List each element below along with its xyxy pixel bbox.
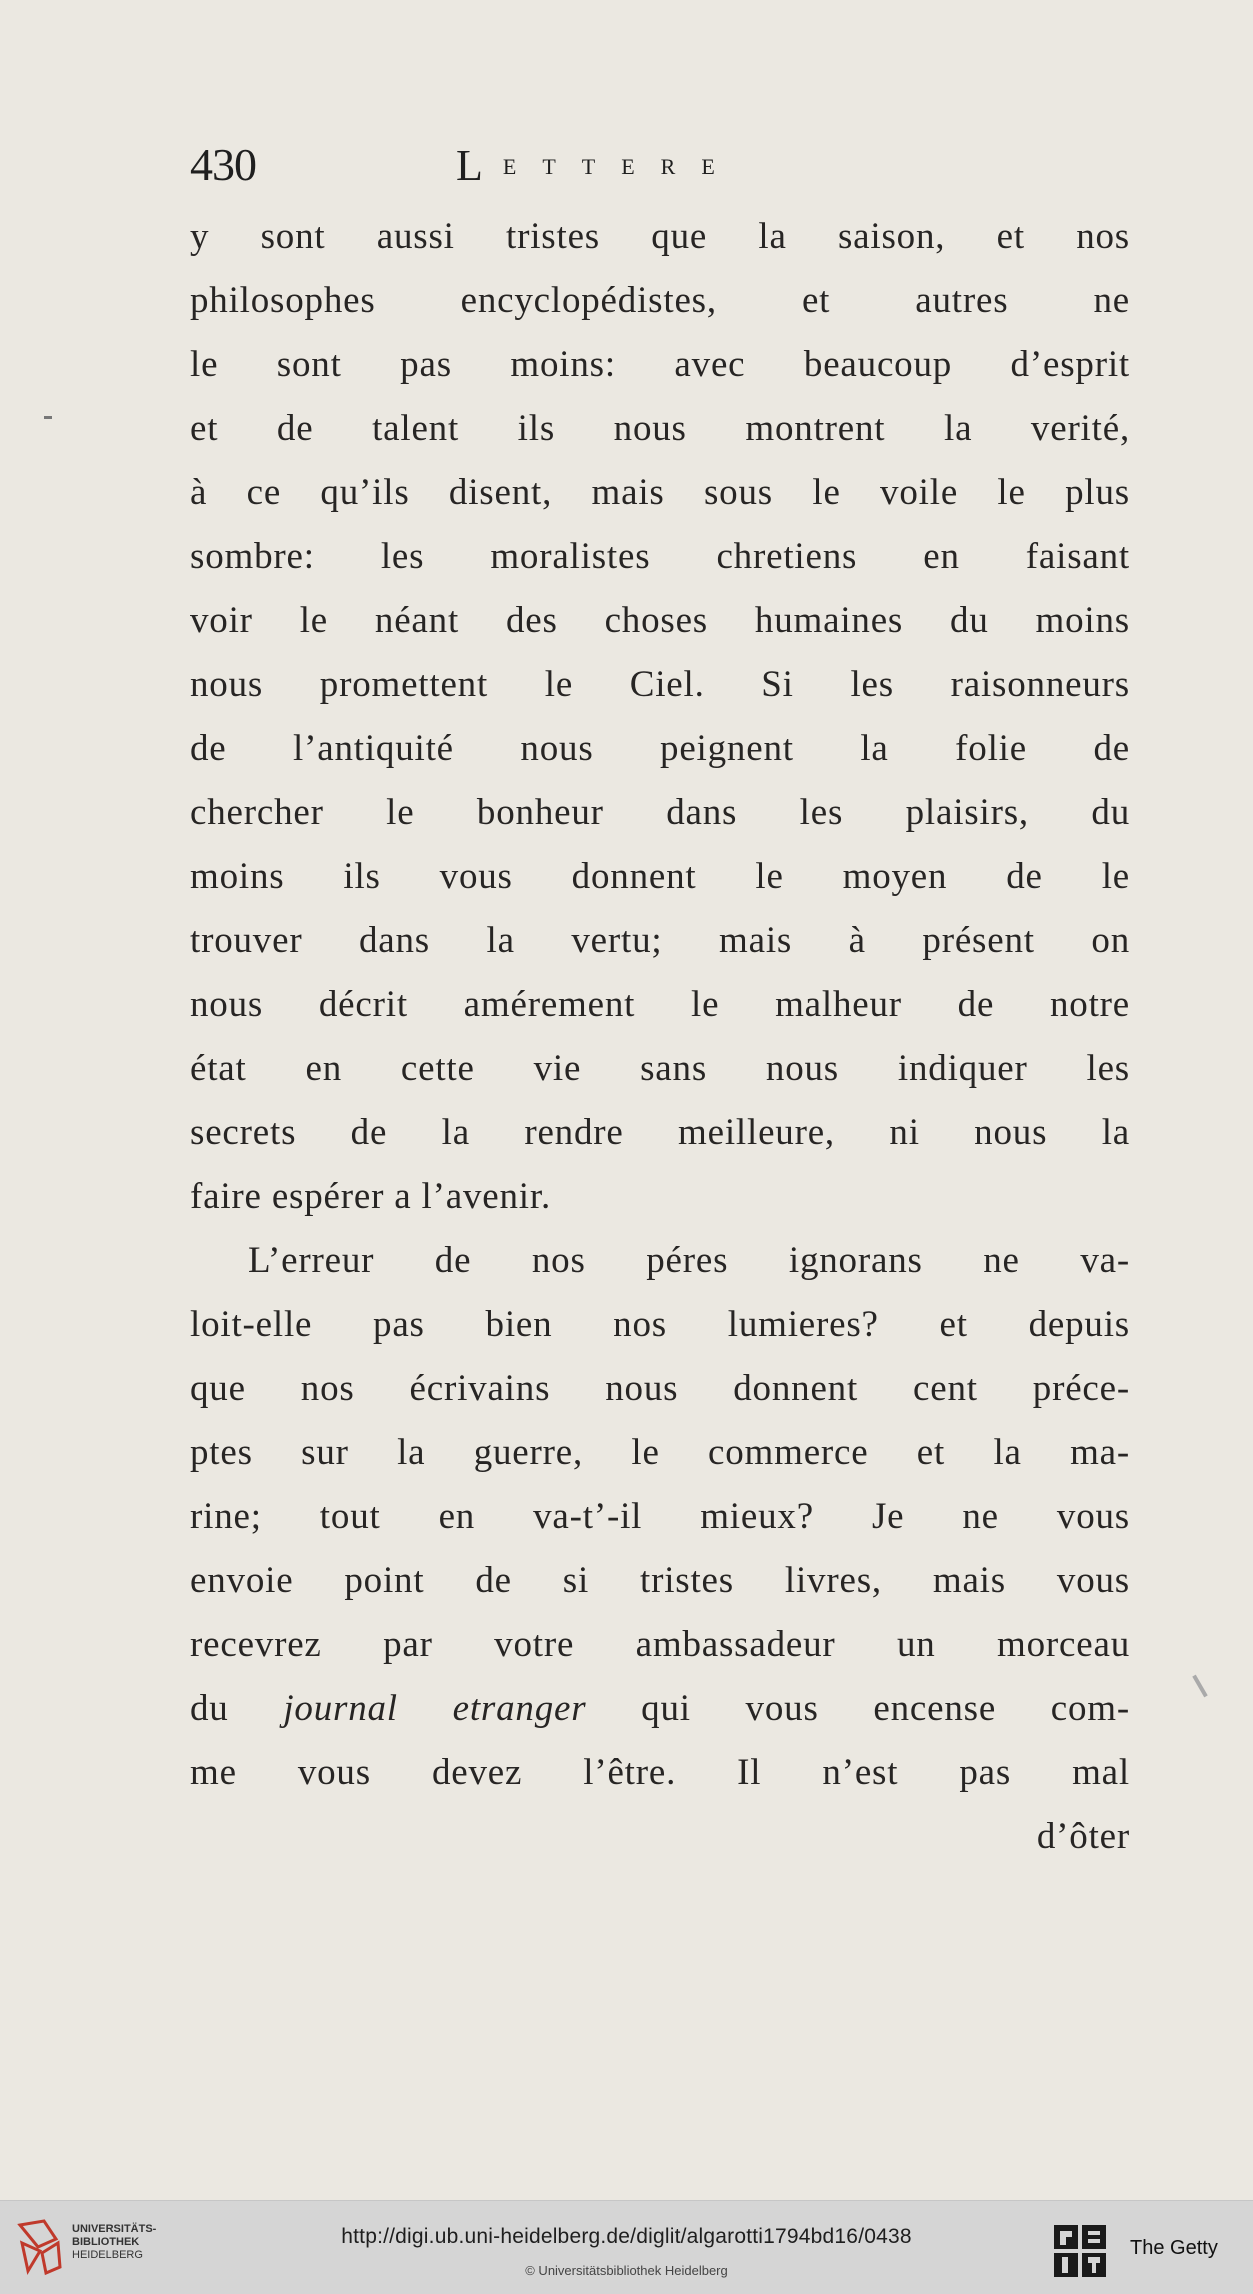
text-line: chercher le bonheur dans les plaisirs, du [190, 792, 1130, 833]
journal-title: journal etranger [283, 1688, 587, 1729]
permalink-url[interactable]: http://digi.ub.uni-heidelberg.de/diglit/algarotti1794bd16/0438 [341, 2225, 912, 2248]
getty-label: The Getty [1130, 2237, 1218, 2259]
institution-line: UNIVERSITÄTS- [72, 2223, 157, 2235]
text-line: envoie point de si tristes livres, mais vous [190, 1560, 1130, 1601]
text-line: voir le néant des choses humaines du moins [190, 600, 1130, 641]
paragraph-start-line: L’erreur de nos péres ignorans ne va- [248, 1240, 1130, 1281]
running-head [456, 140, 741, 191]
body-text [190, 205, 1130, 1869]
text-line-with-italic [190, 1677, 1130, 1741]
text-line: état en cette vie sans nous indiquer les [190, 1048, 1130, 1089]
text-line: faire espérer a l’avenir. [190, 1176, 552, 1217]
text-line: y sont aussi tristes que la saison, et nos [190, 216, 1130, 257]
margin-mark-right [1192, 1675, 1207, 1698]
margin-mark [44, 416, 52, 419]
running-head-initial: L [456, 141, 483, 190]
text-line: me vous devez l’être. Il n’est pas mal [190, 1752, 1130, 1793]
running-head-rest: ETTERE [502, 154, 741, 179]
institution-line: BIBLIOTHEK [72, 2236, 140, 2248]
line-24-after: qui vous encense com- [641, 1688, 1130, 1729]
text-line: que nos écrivains nous donnent cent préce- [190, 1368, 1130, 1409]
text-line: le sont pas moins: avec beaucoup d’esprit [190, 344, 1130, 385]
text-line: de l’antiquité nous peignent la folie de [190, 728, 1130, 769]
text-line: rine; tout en va-t’-il mieux? Je ne vous [190, 1496, 1130, 1537]
text-line: philosophes encyclopédistes, et autres ne [190, 280, 1130, 321]
page-number: 430 [190, 139, 256, 190]
copyright-notice: © Universitätsbibliothek Heidelberg [525, 2263, 728, 2278]
footer-bar [0, 2200, 1253, 2294]
line-24-before: du [190, 1688, 229, 1729]
text-line: et de talent ils nous montrent la verité, [190, 408, 1130, 449]
page-header [190, 138, 1190, 198]
institution-line: HEIDELBERG [72, 2249, 143, 2261]
text-line: moins ils vous donnent le moyen de le [190, 856, 1130, 897]
text-line: loit-elle pas bien nos lumieres? et depuis [190, 1304, 1130, 1345]
text-line: nous décrit amérement le malheur de notre [190, 984, 1130, 1025]
catchword: d’ôter [1036, 1816, 1130, 1857]
text-line: nous promettent le Ciel. Si les raisonneurs [190, 664, 1130, 705]
text-line: trouver dans la vertu; mais à présent on [190, 920, 1130, 961]
text-line: à ce qu’ils disent, mais sous le voile le plus [190, 472, 1130, 513]
text-line: recevrez par votre ambassadeur un morceau [190, 1624, 1130, 1665]
text-line: secrets de la rendre meilleure, ni nous la [190, 1112, 1130, 1153]
getty-logo-icon [1052, 2223, 1108, 2283]
text-line: sombre: les moralistes chretiens en faisant [190, 536, 1130, 577]
text-line: ptes sur la guerre, le commerce et la ma- [190, 1432, 1130, 1473]
